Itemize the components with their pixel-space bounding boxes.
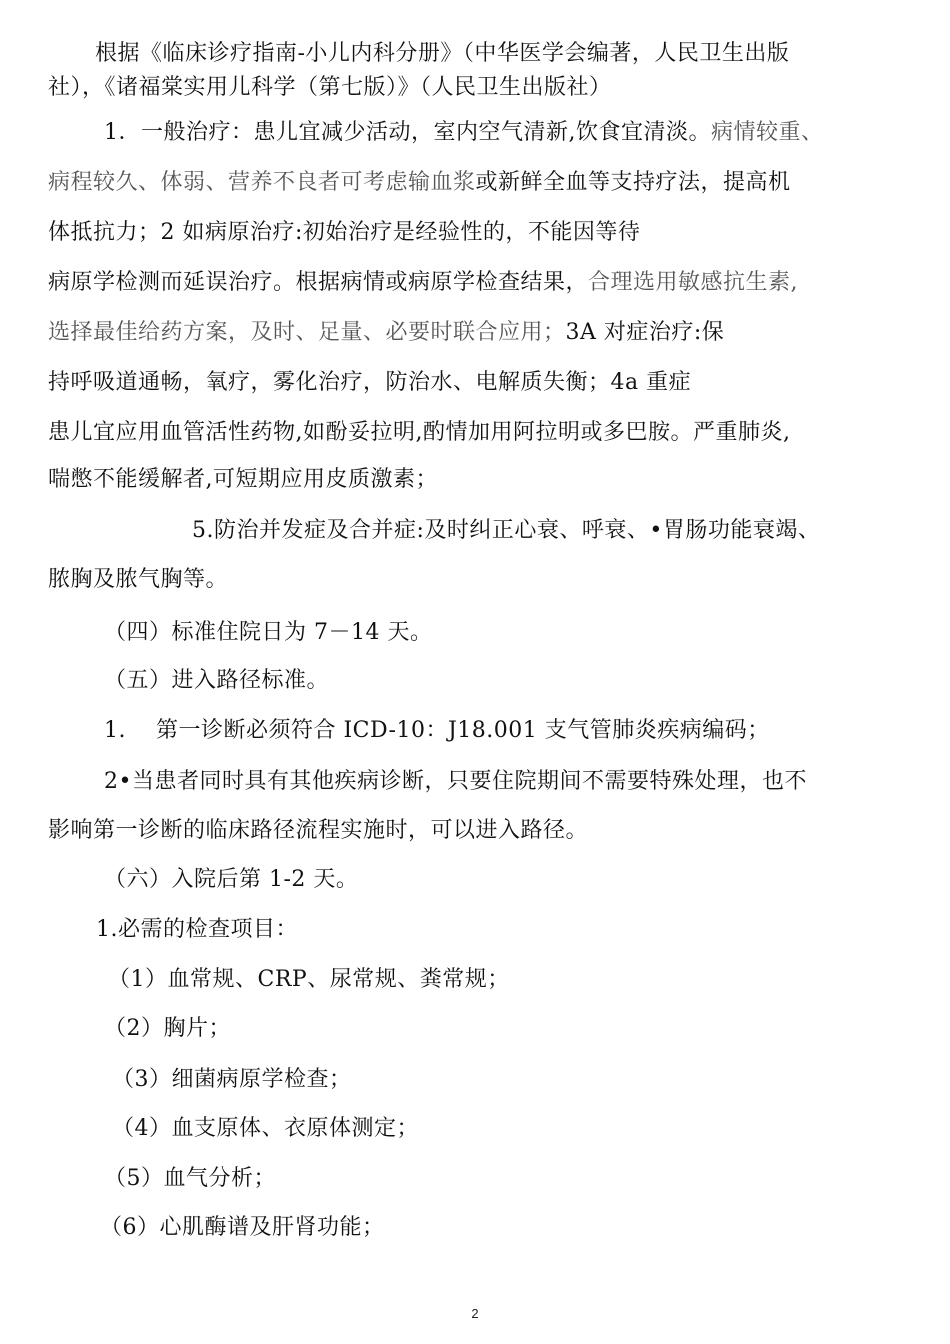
page-number: 2: [471, 1306, 479, 1321]
general-treatment-text: 3A 对症治疗:保: [565, 320, 725, 345]
complications-line-1: 5.防治并发症及合并症:及时纠正心衰、呼衰、•胃肠功能衰竭、: [192, 518, 821, 543]
general-treatment-line-2: [48, 169, 791, 197]
general-treatment-line-4: [48, 269, 798, 297]
section-5-item-2-line-2: 影响第一诊断的临床路径流程实施时，可以进入路径。: [48, 818, 589, 843]
general-treatment-line-7: 患儿宜应用血管活性药物,如酚妥拉明,酌情加用阿拉明或多巴胺。严重肺炎,: [48, 420, 791, 445]
general-treatment-text: 选择最佳给药方案，及时、足量、必要时联合应用；: [48, 320, 566, 345]
section-5-item-1: 1. 第一诊断必须符合 ICD-10：J18.001 支气管肺炎疾病编码；: [104, 718, 770, 743]
section-5-heading: （五）进入路径标准。: [104, 668, 330, 693]
complications-line-2: 脓胸及脓气胸等。: [48, 567, 229, 592]
general-treatment-text: 1．一般治疗：患儿宜减少活动，室内空气清新,饮食宜清淡。: [104, 120, 711, 145]
reference-line-2: 社），《诸福棠实用儿科学（第七版）》（人民卫生出版社）: [48, 75, 612, 100]
general-treatment-line-1: [104, 119, 824, 147]
reference-line-1: 根据《临床诊疗指南-小儿内科分册》（中华医学会编著，人民卫生出版: [95, 41, 790, 66]
general-treatment-text: 病程较久、体弱、营养不良者可考虑输血浆: [48, 170, 476, 195]
exam-item-6: （6）心肌酶谱及肝肾功能；: [100, 1215, 385, 1240]
exam-item-5: （5）血气分析；: [104, 1166, 276, 1191]
general-treatment-text: 或新鲜全血等支持疗法，提高机: [475, 170, 791, 195]
section-5-item-2-line-1: 2•当患者同时具有其他疾病诊断，只要住院期间不需要特殊处理，也不: [104, 769, 807, 794]
general-treatment-line-3: 体抵抗力；2 如病原治疗:初始治疗是经验性的，不能因等待: [48, 220, 641, 245]
general-treatment-line-5: [48, 319, 724, 347]
general-treatment-text: 病情较重、: [711, 120, 824, 145]
exam-item-4: （4）血支原体、衣原体测定；: [112, 1116, 419, 1141]
section-4-heading: （四）标准住院日为 7－14 天。: [104, 620, 433, 645]
general-treatment-line-6: 持呼吸道通畅，氧疗，雾化治疗，防治水、电解质失衡；4a 重症: [48, 370, 692, 395]
section-6-heading: （六）入院后第 1-2 天。: [104, 867, 359, 892]
exam-item-1: （1）血常规、CRP、尿常规、粪常规；: [108, 967, 510, 992]
exam-item-2: （2）胸片；: [104, 1016, 231, 1041]
general-treatment-text: 病原学检测而延误治疗。根据病情或病原学检查结果，: [48, 270, 589, 295]
section-6-subtitle: 1.必需的检查项目：: [96, 917, 298, 942]
exam-item-3: （3）细菌病原学检查；: [112, 1067, 352, 1092]
general-treatment-line-8: 喘憋不能缓解者,可短期应用皮质激素；: [48, 467, 438, 492]
general-treatment-text: 合理选用敏感抗生素,: [588, 270, 799, 295]
